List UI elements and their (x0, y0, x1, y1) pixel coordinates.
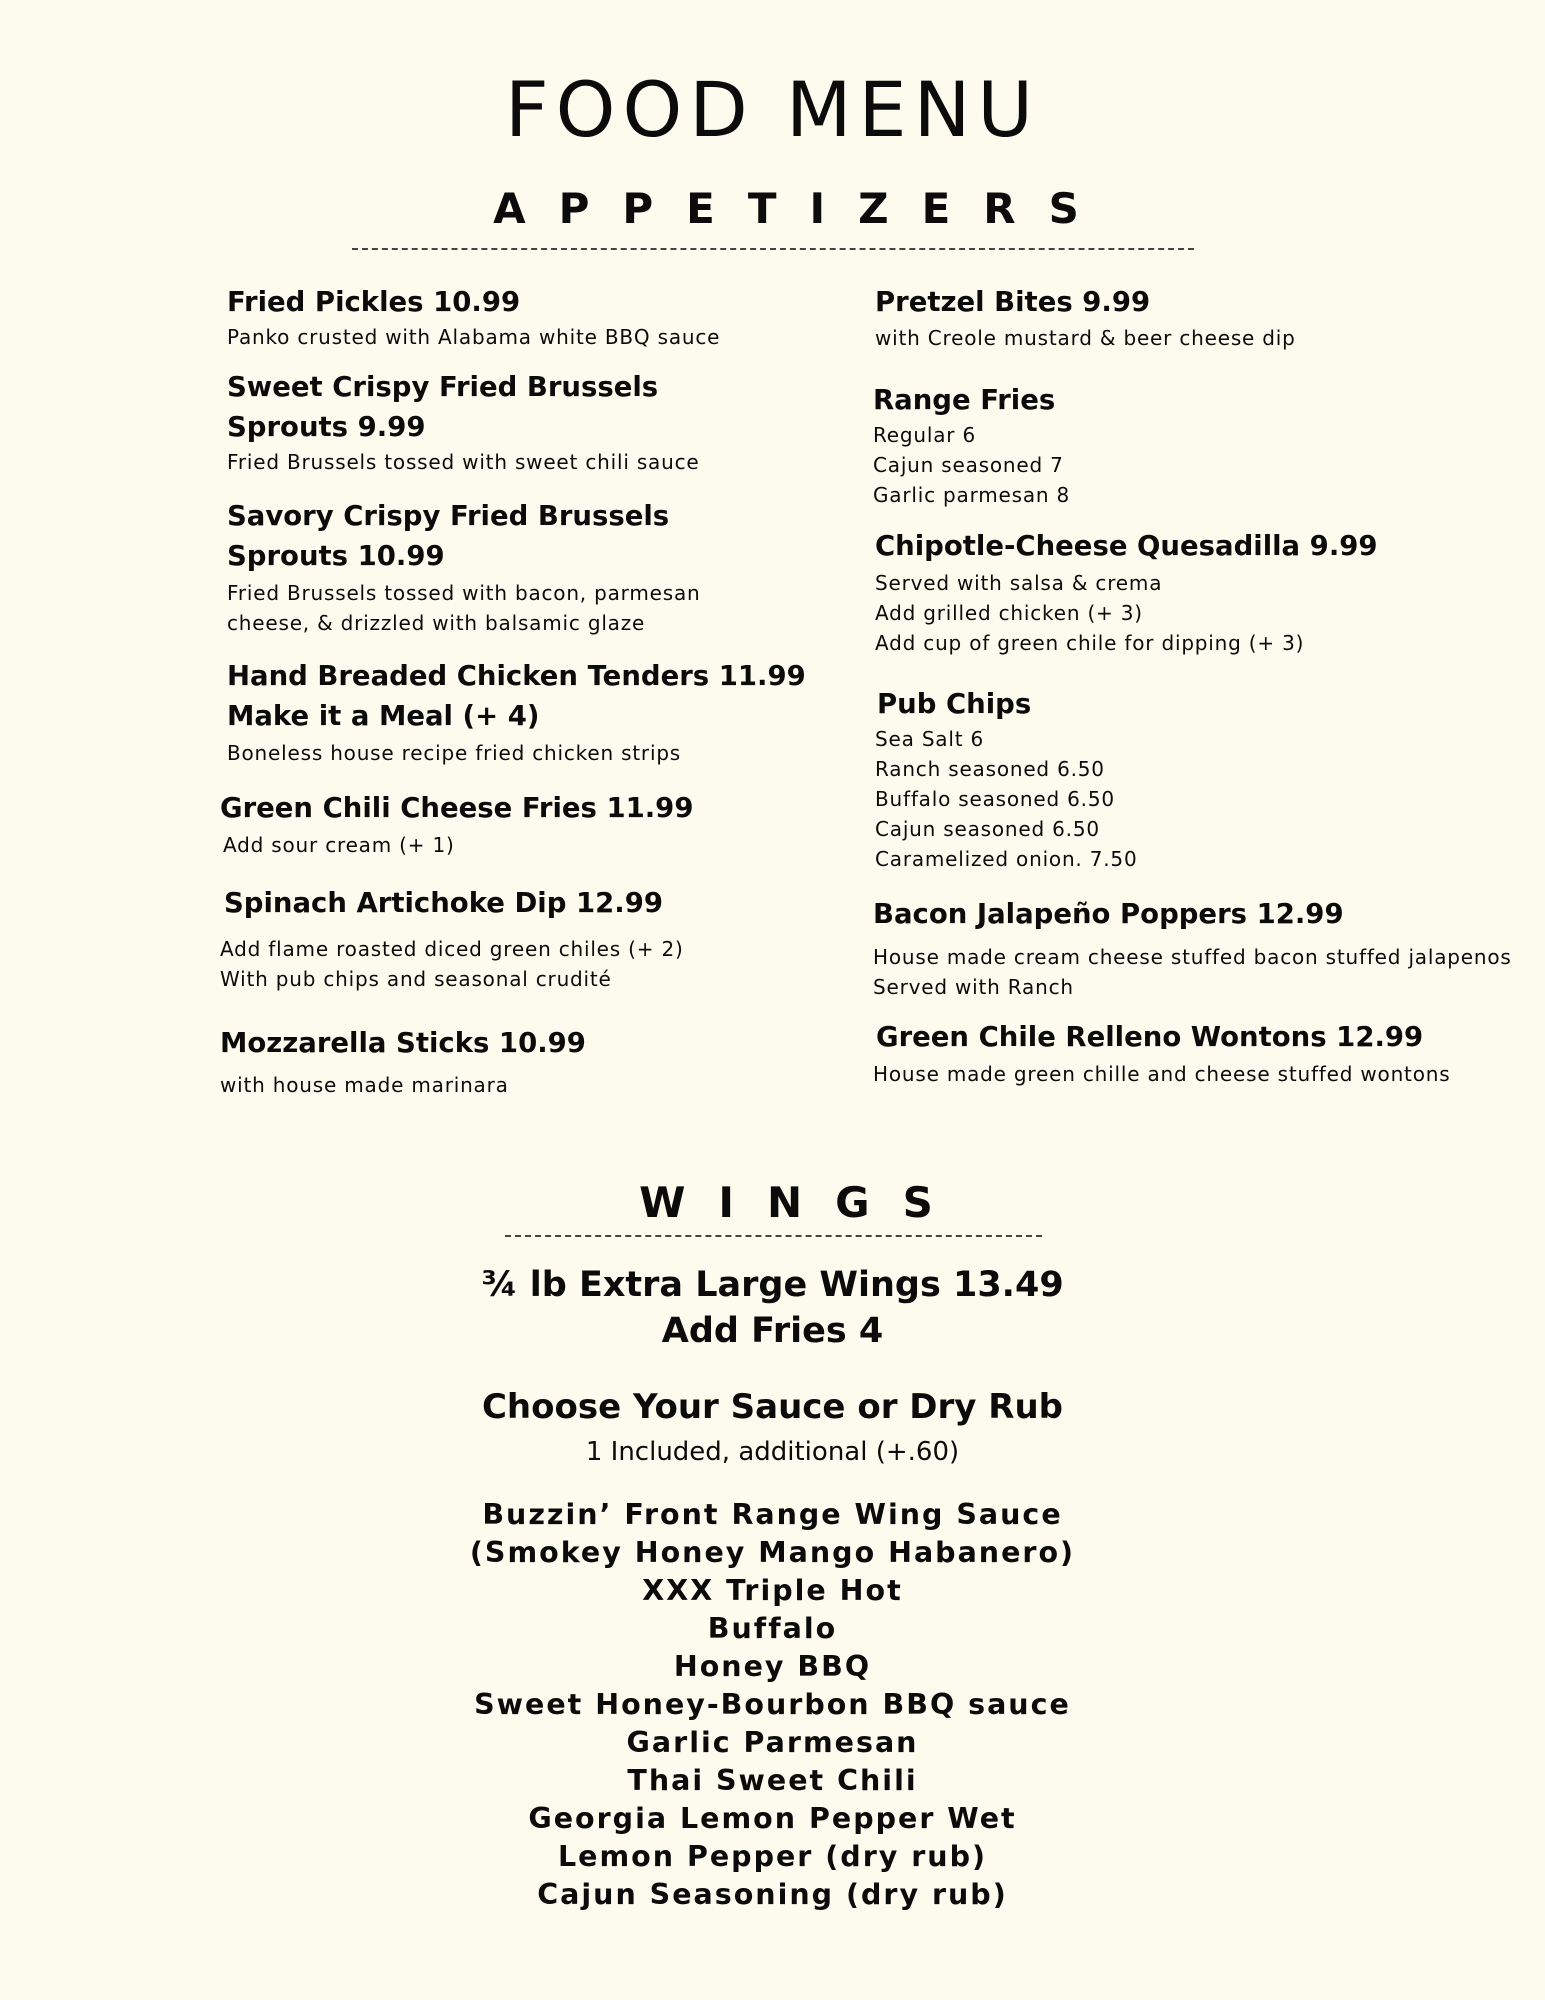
sauce-item: Georgia Lemon Pepper Wet (528, 1802, 1017, 1835)
menu-item (227, 656, 806, 768)
sauce-title: Choose Your Sauce or Dry Rub (481, 1387, 1064, 1427)
item-name: Sweet Crispy Fried Brussels Sprouts 9.99 (227, 371, 659, 443)
item-name: Green Chile Relleno Wontons 12.99 (876, 1021, 1424, 1053)
item-name: Range Fries (873, 384, 1056, 416)
item-name: Pretzel Bites 9.99 (875, 286, 1151, 318)
item-description: Fried Brussels tossed with bacon, parmesan cheese, & drizzled with balsamic glaze (227, 581, 701, 635)
item-description: Sea Salt 6 Ranch seasoned 6.50 Buffalo seasoned 6.50 Cajun seasoned 6.50 Caramelized onion. 7.50 (875, 727, 1138, 871)
sauce-item: XXX Triple Hot (642, 1574, 903, 1607)
item-name: Spinach Artichoke Dip 12.99 (224, 887, 663, 919)
menu-item (220, 788, 693, 860)
item-name: Green Chili Cheese Fries 11.99 (220, 792, 694, 824)
menu-item (873, 380, 1070, 510)
item-description: with Creole mustard & beer cheese dip (875, 326, 1296, 350)
menu-item (227, 282, 720, 352)
item-description: House made cream cheese stuffed bacon stuffed jalapenos Served with Ranch (873, 945, 1512, 999)
sauce-item: Sweet Honey-Bourbon BBQ sauce (474, 1688, 1071, 1721)
menu-item (873, 894, 1512, 1002)
item-name: Bacon Jalapeño Poppers 12.99 (873, 898, 1344, 930)
item-description: House made green chille and cheese stuffed wontons (873, 1062, 1451, 1086)
menu-item (873, 1017, 1451, 1089)
menu-item (220, 1023, 586, 1100)
menu-title: FOOD MENU (504, 65, 1041, 154)
sauce-list (0, 1496, 1545, 1914)
item-name: Mozzarella Sticks 10.99 (220, 1027, 586, 1059)
sauce-item: Buzzin’ Front Range Wing Sauce (482, 1498, 1063, 1531)
item-description: with house made marinara (220, 1073, 509, 1097)
item-name: Hand Breaded Chicken Tenders 11.99 Make it a Meal (+ 4) (227, 660, 806, 732)
sauce-item: Thai Sweet Chili (627, 1764, 918, 1797)
sauce-item: Lemon Pepper (dry rub) (557, 1840, 988, 1873)
item-description: Boneless house recipe fried chicken strips (227, 741, 682, 765)
item-description: Add flame roasted diced green chiles (+ 2) With pub chips and seasonal crudité (220, 937, 684, 991)
menu-item (227, 496, 700, 638)
item-description: Regular 6 Cajun seasoned 7 Garlic parmesan 8 (873, 423, 1071, 507)
item-name: Fried Pickles 10.99 (227, 286, 521, 318)
sauce-item: Honey BBQ (673, 1650, 872, 1683)
menu-item (220, 883, 684, 994)
sauce-item: Cajun Seasoning (dry rub) (537, 1878, 1008, 1911)
item-description: Panko crusted with Alabama white BBQ sauce (227, 325, 721, 349)
item-name: Pub Chips (877, 688, 1032, 720)
menu-item (877, 684, 1137, 874)
item-name: Savory Crispy Fried Brussels Sprouts 10.99 (227, 500, 670, 572)
menu-item (875, 282, 1296, 353)
sauce-item: Buffalo (707, 1612, 838, 1645)
divider (352, 248, 1194, 250)
item-name: Chipotle-Cheese Quesadilla 9.99 (875, 530, 1378, 562)
wings-heading: WINGS (639, 1178, 966, 1227)
divider (505, 1235, 1042, 1237)
sauce-note: 1 Included, additional (+.60) (585, 1437, 960, 1467)
sauce-item: (Smokey Honey Mango Habanero) (469, 1536, 1076, 1569)
appetizers-heading: APPETIZERS (493, 184, 1112, 233)
menu-item (227, 367, 700, 477)
item-description: Fried Brussels tossed with sweet chili sauce (227, 450, 700, 474)
sauce-item: Garlic Parmesan (626, 1726, 919, 1759)
menu-item (875, 526, 1378, 658)
wings-offer: ¾ lb Extra Large Wings 13.49 Add Fries 4 (481, 1265, 1064, 1351)
item-description: Add sour cream (+ 1) (223, 833, 455, 857)
item-description: Served with salsa & crema Add grilled chicken (+ 3) Add cup of green chile for dipping (+ 3) (875, 571, 1305, 655)
